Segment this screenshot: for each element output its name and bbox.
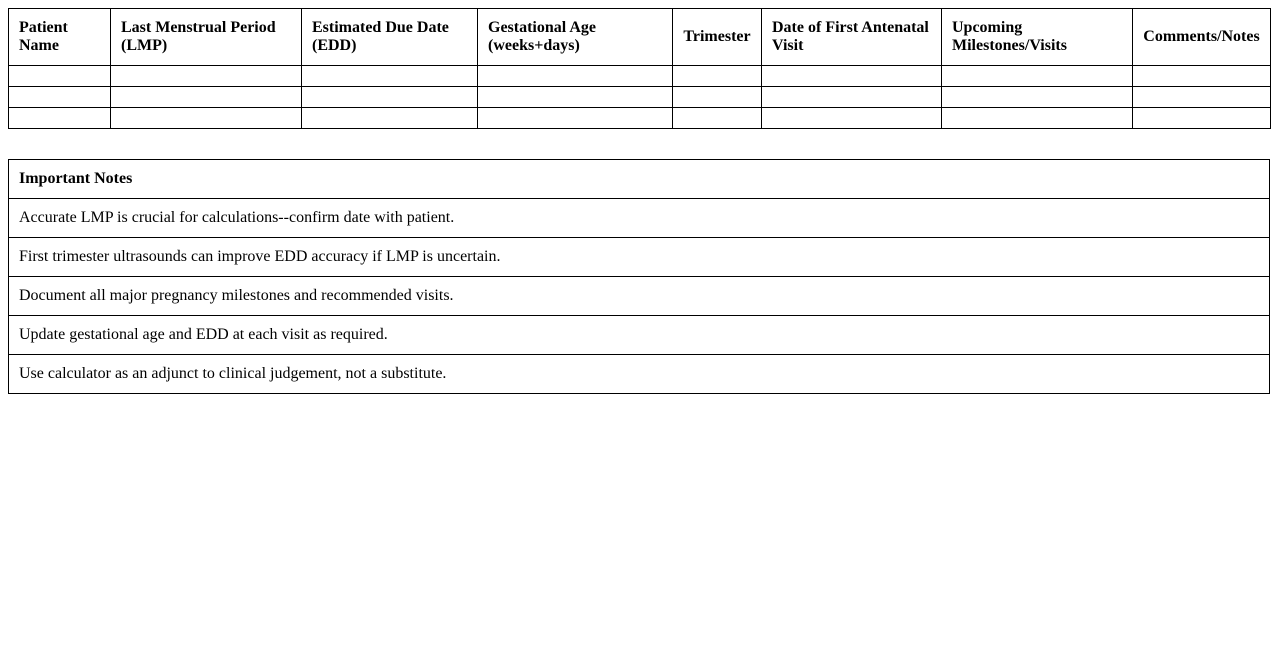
header-comments: Comments/Notes xyxy=(1133,9,1271,66)
table-cell[interactable] xyxy=(111,66,302,87)
table-cell[interactable] xyxy=(9,87,111,108)
table-cell[interactable] xyxy=(111,87,302,108)
table-cell[interactable] xyxy=(302,87,478,108)
table-cell[interactable] xyxy=(762,108,942,129)
header-first-antenatal-visit: Date of First Antenatal Visit xyxy=(762,9,942,66)
header-lmp: Last Menstrual Period (LMP) xyxy=(111,9,302,66)
note-text: Update gestational age and EDD at each visit as required. xyxy=(9,316,1270,355)
table-row xyxy=(9,87,1271,108)
table-cell[interactable] xyxy=(478,108,673,129)
table-row xyxy=(9,66,1271,87)
header-edd: Estimated Due Date (EDD) xyxy=(302,9,478,66)
table-cell[interactable] xyxy=(9,66,111,87)
table-cell[interactable] xyxy=(478,87,673,108)
list-item xyxy=(9,238,1270,277)
table-cell[interactable] xyxy=(1133,66,1271,87)
list-item xyxy=(9,199,1270,238)
header-gestational-age: Gestational Age (weeks+days) xyxy=(478,9,673,66)
table-cell[interactable] xyxy=(1133,108,1271,129)
header-patient-name: Patient Name xyxy=(9,9,111,66)
table-cell[interactable] xyxy=(762,87,942,108)
header-upcoming-milestones: Upcoming Milestones/Visits xyxy=(942,9,1133,66)
table-cell[interactable] xyxy=(9,108,111,129)
table-cell[interactable] xyxy=(1133,87,1271,108)
table-cell[interactable] xyxy=(942,87,1133,108)
notes-header-row xyxy=(9,160,1270,199)
table-cell[interactable] xyxy=(302,108,478,129)
table-cell[interactable] xyxy=(673,66,762,87)
table-cell[interactable] xyxy=(942,66,1133,87)
table-cell[interactable] xyxy=(302,66,478,87)
note-text: Accurate LMP is crucial for calculations--confirm date with patient. xyxy=(9,199,1270,238)
important-notes-table xyxy=(8,159,1270,394)
list-item xyxy=(9,316,1270,355)
note-text: First trimester ultrasounds can improve EDD accuracy if LMP is uncertain. xyxy=(9,238,1270,277)
note-text: Document all major pregnancy milestones and recommended visits. xyxy=(9,277,1270,316)
table-cell[interactable] xyxy=(111,108,302,129)
table-row xyxy=(9,108,1271,129)
pregnancy-tracker-table xyxy=(8,8,1271,129)
table-cell[interactable] xyxy=(478,66,673,87)
header-trimester: Trimester xyxy=(673,9,762,66)
table-header-row xyxy=(9,9,1271,66)
list-item xyxy=(9,277,1270,316)
table-cell[interactable] xyxy=(942,108,1133,129)
note-text: Use calculator as an adjunct to clinical judgement, not a substitute. xyxy=(9,355,1270,394)
list-item xyxy=(9,355,1270,394)
notes-title: Important Notes xyxy=(9,160,1270,199)
table-cell[interactable] xyxy=(673,87,762,108)
table-cell[interactable] xyxy=(762,66,942,87)
table-cell[interactable] xyxy=(673,108,762,129)
